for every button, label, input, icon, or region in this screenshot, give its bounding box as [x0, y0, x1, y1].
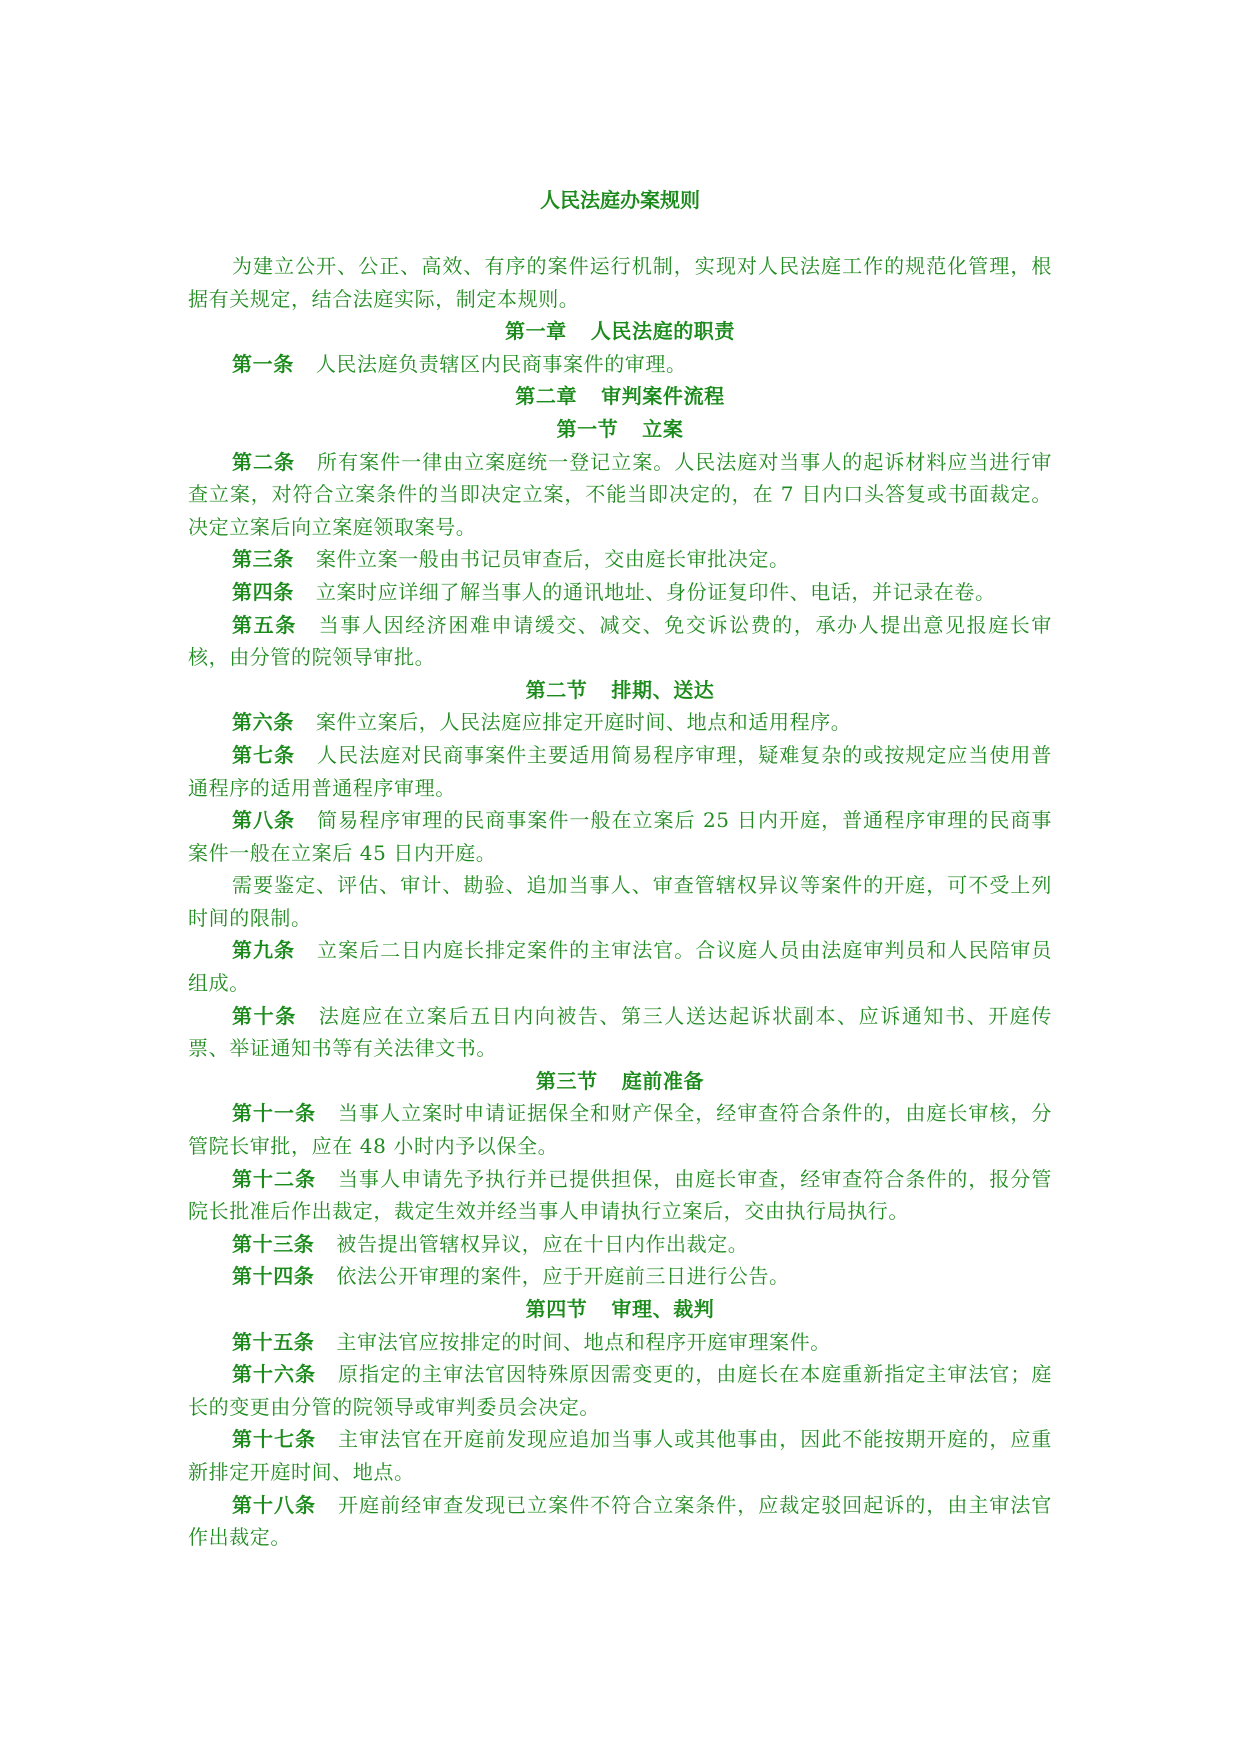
article-16: [188, 1358, 1052, 1423]
article-17: [188, 1423, 1052, 1488]
article-label: 第二条: [232, 449, 296, 474]
article-text: 法庭应在立案后五日内向被告、第三人送达起诉状副本、应诉通知书、开庭传票、举证通知书等有关法律文书。: [188, 1003, 1052, 1061]
section-3-heading: [188, 1065, 1052, 1098]
article-text: 所有案件一律由立案庭统一登记立案。人民法庭对当事人的起诉材料应当进行审查立案，对符合立案条件的当即决定立案，不能当即决定的，在 7 日内口头答复或书面裁定。决定立案后向立案庭领取案号。: [188, 449, 1053, 539]
article-2: [188, 446, 1052, 544]
article-text: 案件立案后，人民法庭应排定开庭时间、地点和适用程序。: [315, 710, 852, 735]
article-text: 原指定的主审法官因特殊原因需变更的，由庭长在本庭重新指定主审法官；庭长的变更由分管的院领导或审判委员会决定。: [188, 1362, 1052, 1419]
article-text: 依法公开审理的案件，应于开庭前三日进行公告。: [336, 1264, 790, 1289]
article-label: 第一条: [232, 351, 294, 376]
document-body: [188, 250, 1052, 1554]
article-label: 第十八条: [232, 1492, 317, 1517]
article-8-paragraph-2: 需要鉴定、评估、审计、勘验、追加当事人、审查管辖权异议等案件的开庭，可不受上列时间的限制。: [188, 873, 1052, 930]
article-text: 案件立案一般由书记员审查后，交由庭长审批决定。: [315, 547, 790, 572]
article-1: [188, 348, 1052, 381]
article-text: 人民法庭负责辖区内民商事案件的审理。: [315, 351, 687, 376]
article-6: [188, 706, 1052, 739]
article-8: [188, 804, 1052, 869]
chapter-number: 第二章: [515, 384, 578, 409]
section-number: 第三节: [535, 1068, 598, 1093]
section-number: 第一节: [556, 416, 619, 441]
section-1-heading: [188, 413, 1052, 446]
article-label: 第十七条: [232, 1427, 317, 1452]
article-label: 第八条: [232, 808, 296, 833]
section-4-heading: [188, 1293, 1052, 1326]
section-number: 第四节: [525, 1297, 588, 1321]
article-text: 当事人立案时申请证据保全和财产保全，经审查符合条件的，由庭长审核，分管院长审批，应在 48 小时内予以保全。: [188, 1101, 1052, 1159]
section-name: 审理、裁判: [611, 1297, 715, 1321]
section-number: 第二节: [525, 677, 588, 702]
article-13: [188, 1228, 1052, 1261]
article-15: [188, 1326, 1052, 1359]
document-title: 人民法庭办案规则: [540, 188, 700, 212]
article-label: 第四条: [232, 579, 294, 604]
article-label: 第十六条: [232, 1362, 317, 1387]
article-11: [188, 1097, 1052, 1162]
chapter-name: 人民法庭的职责: [590, 319, 735, 344]
chapter-number: 第一章: [504, 319, 567, 344]
article-text: 被告提出管辖权异议，应在十日内作出裁定。: [336, 1231, 749, 1256]
article-5: [188, 609, 1052, 674]
section-name: 立案: [642, 416, 684, 441]
chapter-2-heading: [188, 380, 1052, 413]
article-text: 简易程序审理的民商事案件一般在立案后 25 日内开庭，普通程序审理的民商事案件一般在立案后 45 日内开庭。: [188, 808, 1052, 865]
article-4: [188, 576, 1052, 609]
article-7: [188, 739, 1052, 804]
article-text: 开庭前经审查发现已立案件不符合立案条件，应裁定驳回起诉的，由主审法官作出裁定。: [188, 1492, 1052, 1550]
article-text: 主审法官在开庭前发现应追加当事人或其他事由，因此不能按期开庭的，应重新排定开庭时间、地点。: [188, 1427, 1052, 1484]
article-text: 当事人申请先予执行并已提供担保，由庭长审查，经审查符合条件的，报分管院长批准后作出裁定，裁定生效并经当事人申请执行立案后，交由执行局执行。: [188, 1166, 1052, 1224]
article-text: 当事人因经济困难申请缓交、减交、免交诉讼费的，承办人提出意见报庭长审核，由分管的院领导审批。: [188, 612, 1052, 670]
section-2-heading: [188, 674, 1052, 707]
article-18: [188, 1489, 1052, 1554]
article-label: 第十四条: [232, 1264, 315, 1289]
article-label: 第五条: [232, 612, 297, 637]
article-text: 立案后二日内庭长排定案件的主审法官。合议庭人员由法庭审判员和人民陪审员组成。: [188, 938, 1053, 996]
section-name: 排期、送达: [611, 677, 715, 702]
chapter-name: 审判案件流程: [601, 384, 725, 409]
article-14: [188, 1260, 1052, 1293]
article-text: 人民法庭对民商事案件主要适用简易程序审理，疑难复杂的或按规定应当使用普通程序的适用普通程序审理。: [188, 742, 1053, 800]
article-label: 第七条: [232, 742, 296, 767]
article-3: [188, 543, 1052, 576]
article-label: 第十条: [232, 1003, 297, 1028]
article-10: [188, 1000, 1052, 1065]
article-9: [188, 934, 1052, 999]
article-label: 第三条: [232, 547, 294, 572]
article-label: 第十二条: [232, 1166, 317, 1191]
article-label: 第十五条: [232, 1329, 315, 1354]
section-name: 庭前准备: [621, 1068, 705, 1093]
preamble: 为建立公开、公正、高效、有序的案件运行机制，实现对人民法庭工作的规范化管理，根据有关规定，结合法庭实际，制定本规则。: [188, 254, 1052, 311]
article-12: [188, 1163, 1052, 1228]
article-text: 立案时应详细了解当事人的通讯地址、身份证复印件、电话，并记录在卷。: [315, 579, 996, 604]
article-label: 第九条: [232, 938, 296, 963]
article-label: 第十三条: [232, 1231, 315, 1256]
article-label: 第六条: [232, 710, 294, 735]
article-text: 主审法官应按排定的时间、地点和程序开庭审理案件。: [336, 1329, 831, 1354]
article-label: 第十一条: [232, 1101, 317, 1126]
chapter-1-heading: [188, 315, 1052, 348]
